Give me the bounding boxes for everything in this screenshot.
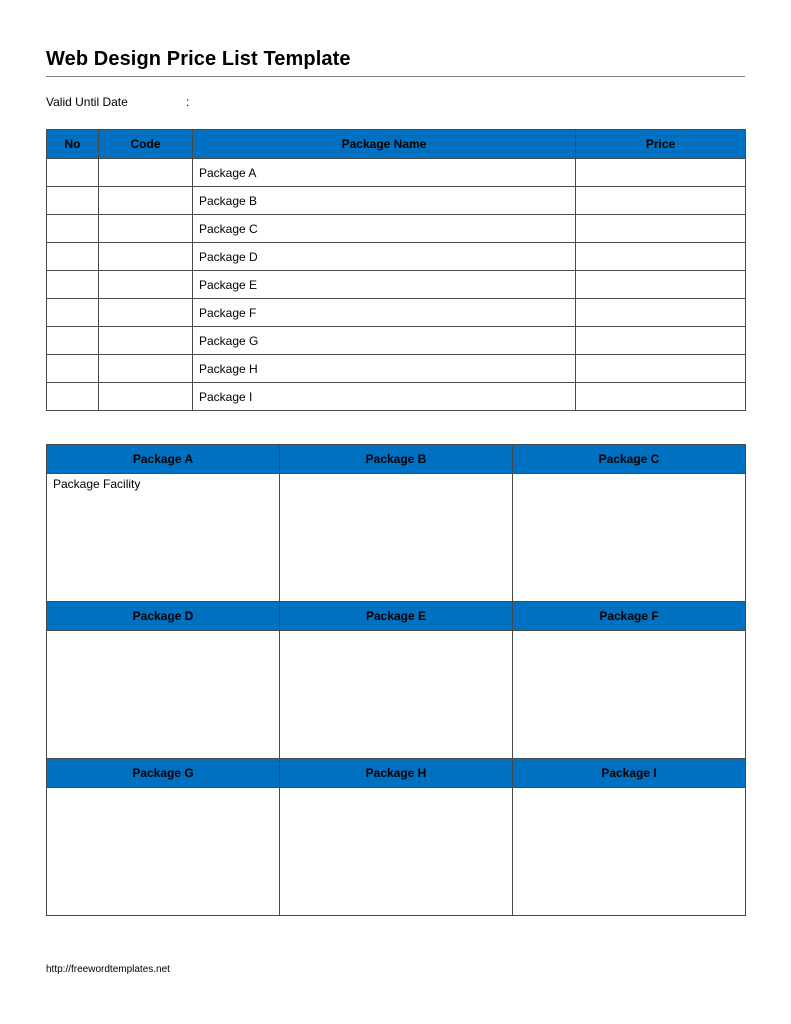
package-facility-label: Package Facility	[53, 477, 141, 491]
table-row	[47, 187, 746, 215]
price-cell[interactable]	[576, 159, 746, 187]
package-name-cell[interactable]: Package F	[193, 299, 576, 327]
price-cell[interactable]	[576, 243, 746, 271]
no-cell[interactable]	[47, 187, 99, 215]
package-a-header: Package A	[47, 445, 280, 474]
no-cell[interactable]	[47, 215, 99, 243]
code-cell[interactable]	[99, 159, 193, 187]
package-c-header: Package C	[513, 445, 746, 474]
package-e-header: Package E	[280, 602, 513, 631]
package-e-facility-cell[interactable]	[280, 631, 513, 759]
package-g-facility-cell[interactable]	[47, 788, 280, 916]
table-row	[47, 271, 746, 299]
code-cell[interactable]	[99, 299, 193, 327]
table-row	[47, 383, 746, 411]
price-cell[interactable]	[576, 355, 746, 383]
table-row	[47, 159, 746, 187]
package-h-header: Package H	[280, 759, 513, 788]
package-name-cell[interactable]: Package D	[193, 243, 576, 271]
package-body-row	[47, 788, 746, 916]
package-i-facility-cell[interactable]	[513, 788, 746, 916]
price-cell[interactable]	[576, 187, 746, 215]
table-row	[47, 243, 746, 271]
package-h-facility-cell[interactable]	[280, 788, 513, 916]
package-name-cell[interactable]: Package G	[193, 327, 576, 355]
package-header-row	[47, 445, 746, 474]
code-cell[interactable]	[99, 355, 193, 383]
code-cell[interactable]	[99, 271, 193, 299]
header-no: No	[47, 130, 99, 159]
no-cell[interactable]	[47, 299, 99, 327]
package-name-cell[interactable]: Package H	[193, 355, 576, 383]
package-f-header: Package F	[513, 602, 746, 631]
package-facility-table	[46, 444, 746, 916]
valid-until-label: Valid Until Date	[46, 95, 128, 109]
no-cell[interactable]	[47, 355, 99, 383]
title-divider	[46, 76, 745, 77]
header-package-name: Package Name	[193, 130, 576, 159]
no-cell[interactable]	[47, 159, 99, 187]
no-cell[interactable]	[47, 327, 99, 355]
price-table-header-row	[47, 130, 746, 159]
valid-until-separator: :	[186, 95, 190, 109]
code-cell[interactable]	[99, 243, 193, 271]
header-code: Code	[99, 130, 193, 159]
header-price: Price	[576, 130, 746, 159]
page-title: Web Design Price List Template	[46, 48, 351, 70]
package-d-header: Package D	[47, 602, 280, 631]
package-a-facility-cell[interactable]	[47, 474, 280, 602]
package-f-facility-cell[interactable]	[513, 631, 746, 759]
package-name-cell[interactable]: Package A	[193, 159, 576, 187]
package-body-row	[47, 631, 746, 759]
code-cell[interactable]	[99, 383, 193, 411]
code-cell[interactable]	[99, 215, 193, 243]
price-cell[interactable]	[576, 215, 746, 243]
price-table	[46, 129, 746, 411]
package-name-cell[interactable]: Package I	[193, 383, 576, 411]
package-g-header: Package G	[47, 759, 280, 788]
package-i-header: Package I	[513, 759, 746, 788]
package-b-facility-cell[interactable]	[280, 474, 513, 602]
package-name-cell[interactable]: Package C	[193, 215, 576, 243]
package-body-row	[47, 474, 746, 602]
price-cell[interactable]	[576, 327, 746, 355]
price-cell[interactable]	[576, 299, 746, 327]
no-cell[interactable]	[47, 271, 99, 299]
code-cell[interactable]	[99, 327, 193, 355]
no-cell[interactable]	[47, 383, 99, 411]
price-cell[interactable]	[576, 271, 746, 299]
package-header-row	[47, 759, 746, 788]
price-cell[interactable]	[576, 383, 746, 411]
table-row	[47, 215, 746, 243]
table-row	[47, 355, 746, 383]
footer-url[interactable]: http://freewordtemplates.net	[46, 964, 170, 975]
code-cell[interactable]	[99, 187, 193, 215]
table-row	[47, 299, 746, 327]
no-cell[interactable]	[47, 243, 99, 271]
package-c-facility-cell[interactable]	[513, 474, 746, 602]
table-row	[47, 327, 746, 355]
package-d-facility-cell[interactable]	[47, 631, 280, 759]
package-name-cell[interactable]: Package E	[193, 271, 576, 299]
package-name-cell[interactable]: Package B	[193, 187, 576, 215]
package-header-row	[47, 602, 746, 631]
package-b-header: Package B	[280, 445, 513, 474]
